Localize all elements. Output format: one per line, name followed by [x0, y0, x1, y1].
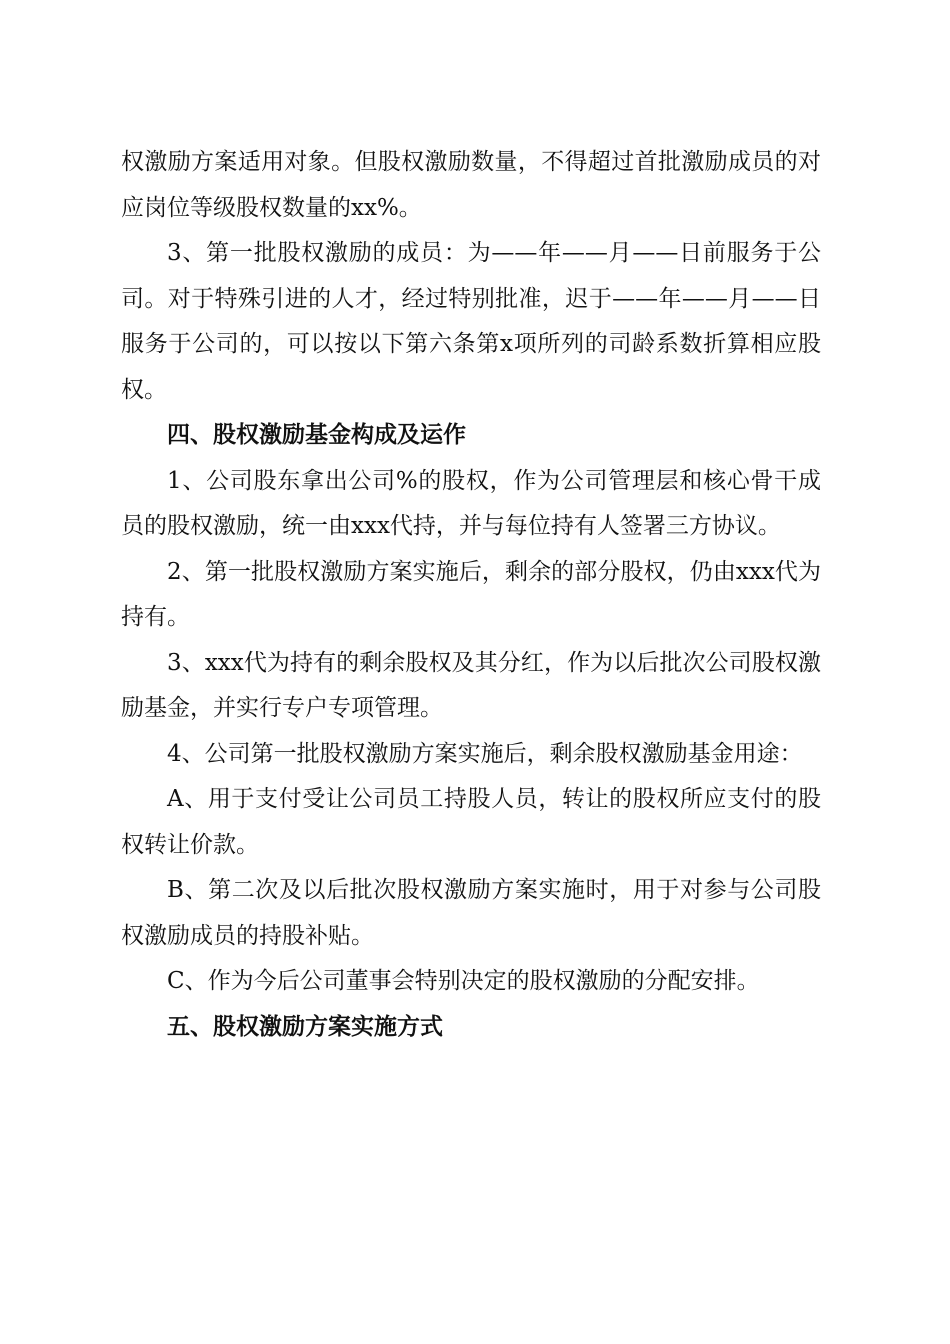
paragraph-continuation: 权激励方案适用对象。但股权激励数量，不得超过首批激励成员的对应岗位等级股权数量的xx%。 — [121, 149, 821, 221]
paragraph-fund-4: 4、公司第一批股权激励方案实施后，剩余股权激励基金用途： — [167, 740, 803, 767]
paragraph-use-b: B、第二次及以后批次股权激励方案实施时，用于对参与公司股权激励成员的持股补贴。 — [121, 877, 821, 949]
paragraph-use-c: C、作为今后公司董事会特别决定的股权激励的分配安排。 — [167, 968, 760, 994]
paragraph-fund-1: 1、公司股东拿出公司%的股权，作为公司管理层和核心骨干成员的股权激励，统一由xxx代持，并与每位持有人签署三方协议。 — [121, 467, 821, 539]
paragraph-use-a: A、用于支付受让公司员工持股人员，转让的股权所应支付的股权转让价款。 — [121, 786, 821, 858]
section-heading-5: 五、股权激励方案实施方式 — [167, 1013, 443, 1040]
document-body — [121, 140, 821, 1050]
section-heading-4: 四、股权激励基金构成及运作 — [167, 422, 466, 448]
paragraph-fund-3: 3、xxx代为持有的剩余股权及其分红，作为以后批次公司股权激励基金，并实行专户专项管理。 — [121, 649, 821, 721]
paragraph-first-batch-members: 3、第一批股权激励的成员：为——年——月——日前服务于公司。对于特殊引进的人才，经过特别批准，迟于——年——月——日服务于公司的，可以按以下第六条第x项所列的司龄系数折算相应股权。 — [121, 240, 821, 403]
paragraph-fund-2: 2、第一批股权激励方案实施后，剩余的部分股权，仍由xxx代为持有。 — [121, 558, 821, 630]
